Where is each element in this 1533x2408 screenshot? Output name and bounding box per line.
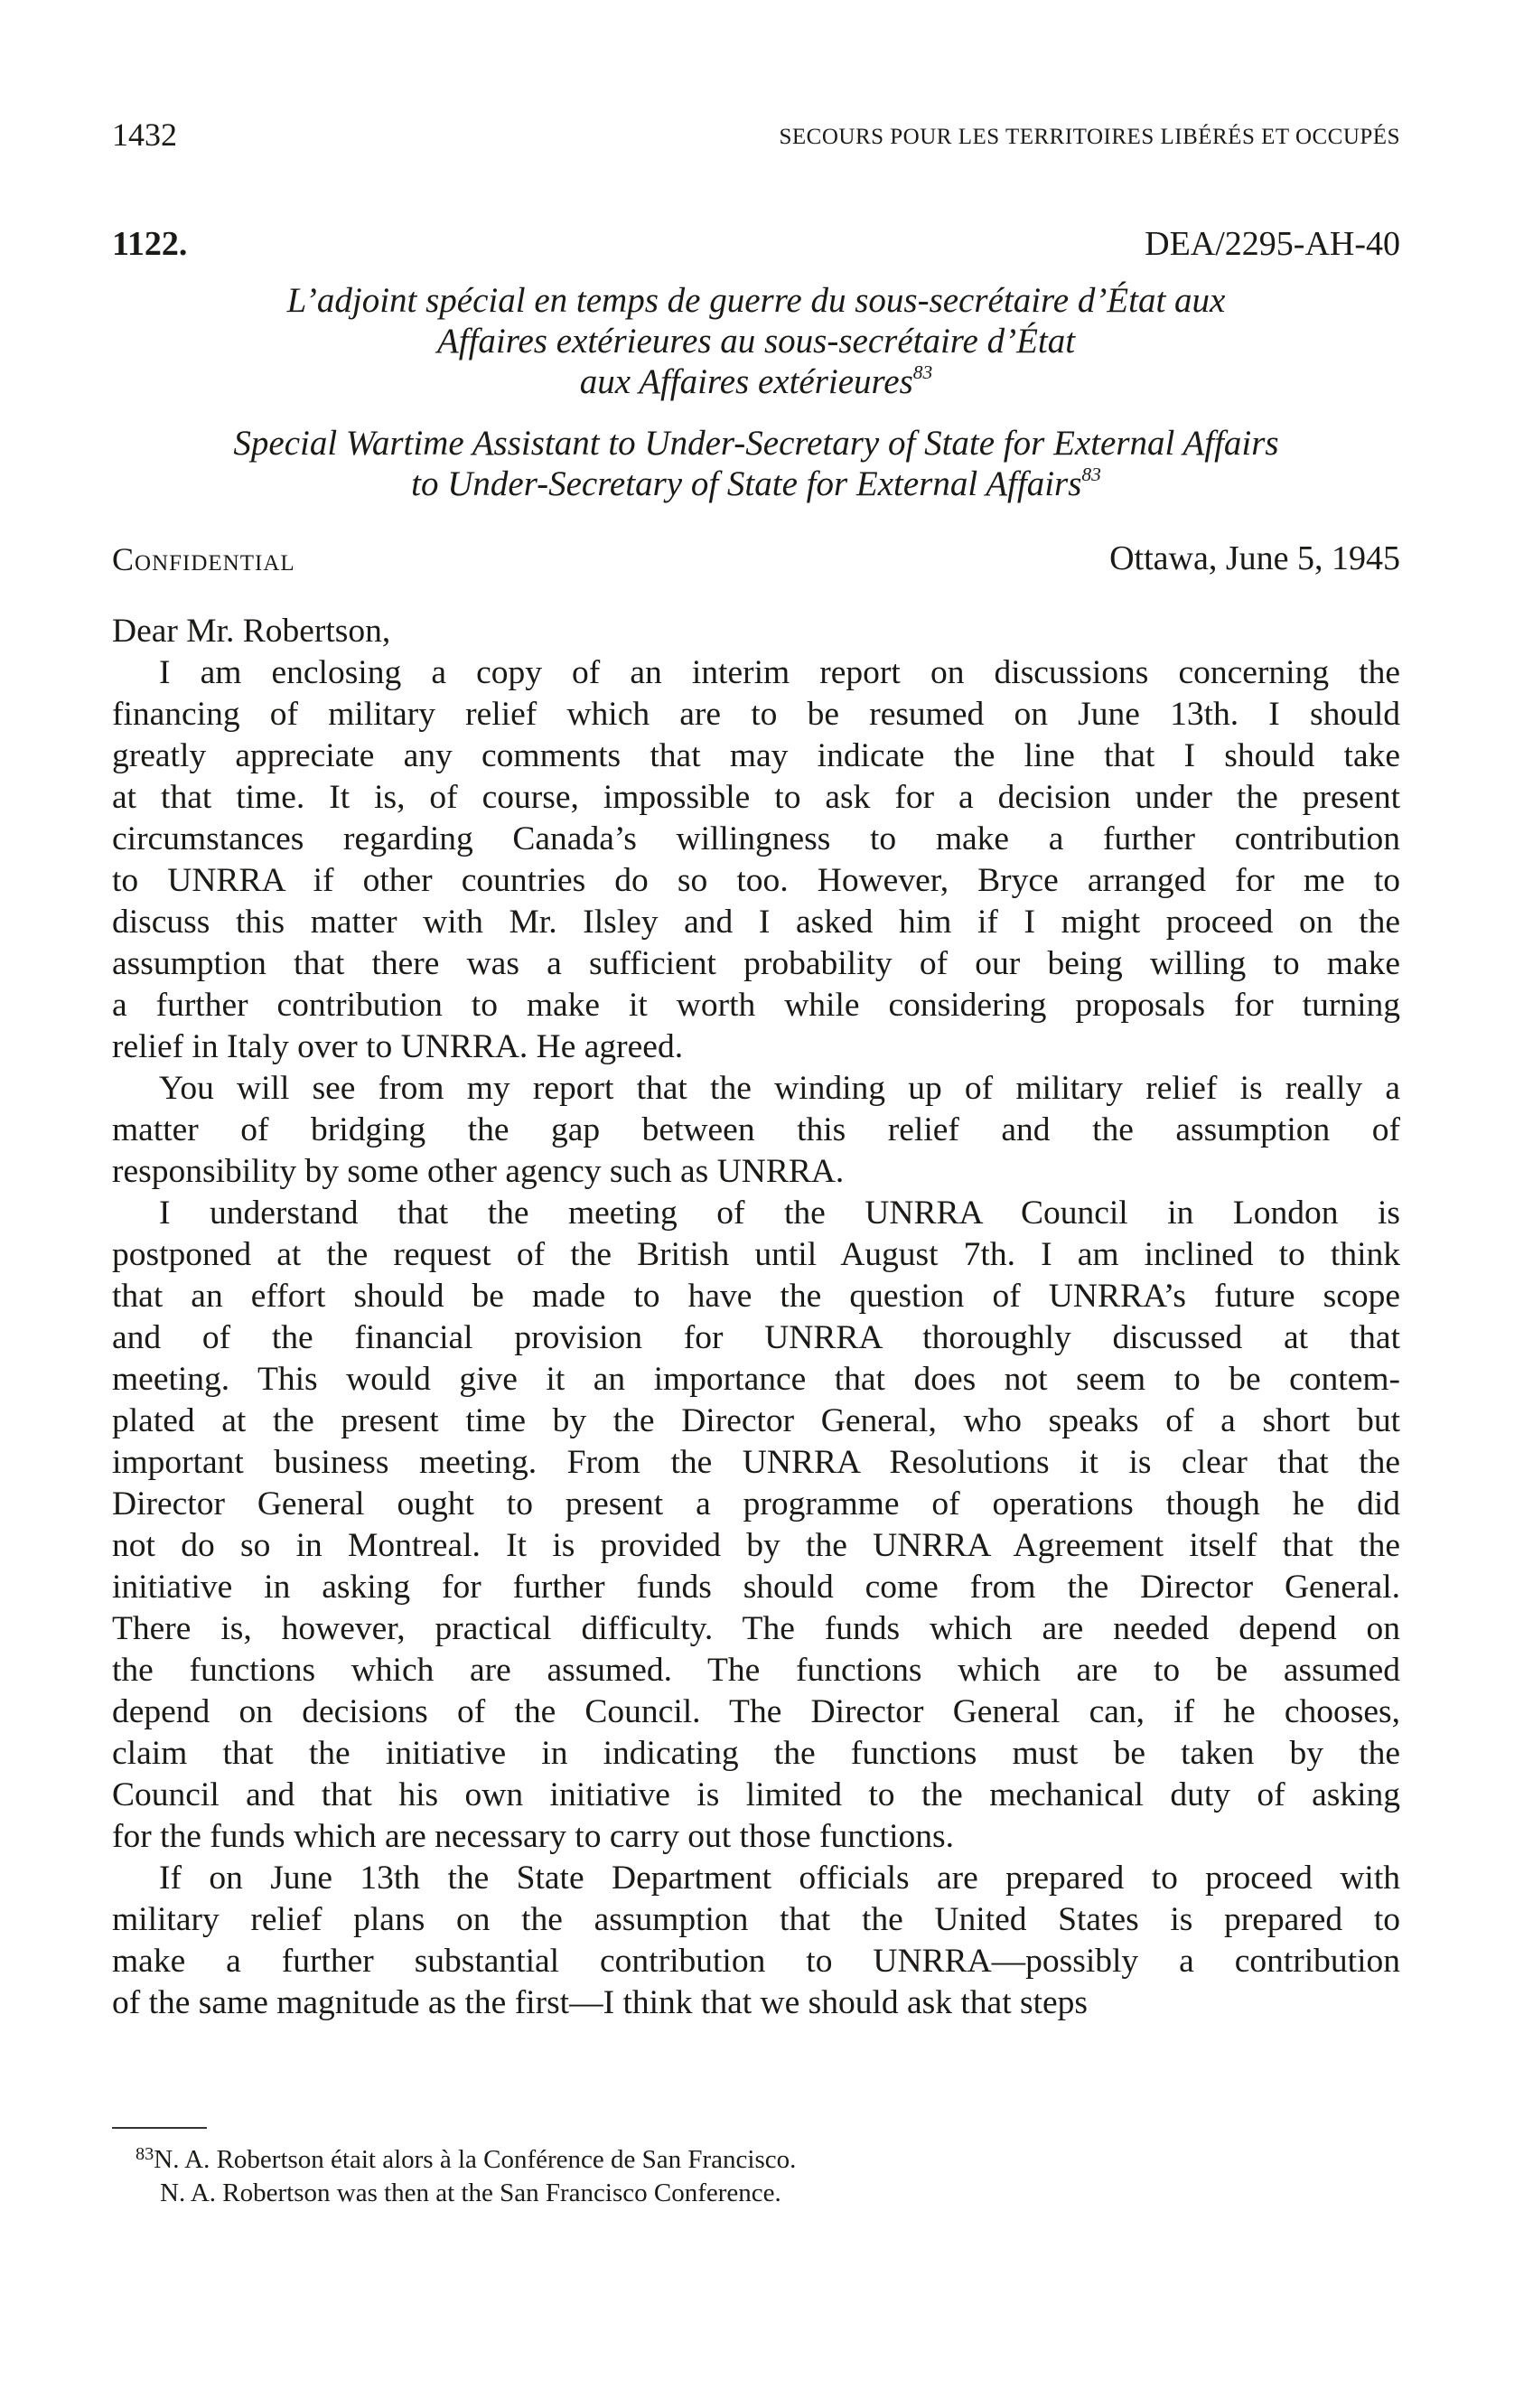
place-date: Ottawa, June 5, 1945 [1109, 539, 1400, 577]
paragraph [112, 652, 1400, 1068]
text-line: relief in Italy over to UNRRA. He agreed. [112, 1028, 684, 1065]
text-line: and of the financial provision for UNRRA thoroughly discussed at that [112, 1319, 1400, 1356]
text-line: circumstances regarding Canada’s willingness to make a further contribution [112, 820, 1400, 857]
paragraph [112, 1068, 1400, 1193]
text-line: financing of military relief which are to be resumed on June 13th. I should [112, 696, 1400, 733]
text-line: I understand that the meeting of the UNRRA Council in London is [159, 1195, 1400, 1232]
document-reference: DEA/2295-AH-40 [1145, 225, 1400, 263]
text-line: that an effort should be made to have the question of UNRRA’s future scope [112, 1278, 1400, 1315]
classification: Confidential [112, 541, 295, 577]
letter-body [112, 611, 1400, 2024]
paragraph [112, 1193, 1400, 1858]
footnote-en: N. A. Robertson was then at the San Francisco Conference. [160, 2178, 781, 2207]
text-line: the functions which are assumed. The functions which are to be assumed [112, 1652, 1400, 1689]
footnote-marker: 83 [136, 2143, 154, 2164]
text-line: for the funds which are necessary to carry out those functions. [112, 1818, 954, 1855]
footnote-ref: 83 [912, 361, 933, 383]
salutation: Dear Mr. Robertson, [112, 613, 391, 650]
text-line: make a further substantial contribution to UNRRA—possibly a contribution [112, 1943, 1400, 1980]
running-title: SECOURS POUR LES TERRITOIRES LIBÉRÉS ET OCCUPÉS [779, 125, 1400, 149]
footnotes [136, 2143, 796, 2210]
title-french [112, 280, 1400, 402]
text-line: responsibility by some other agency such as UNRRA. [112, 1153, 845, 1190]
text-line: of the same magnitude as the first—I think that we should ask that steps [112, 1984, 1088, 2021]
text-line: claim that the initiative in indicating the functions must be taken by the [112, 1735, 1400, 1772]
footnote-rule [112, 2127, 207, 2129]
text-line: meeting. This would give it an importance that does not seem to be contem- [112, 1361, 1400, 1398]
title-english [112, 423, 1400, 504]
text-line: Director General ought to present a programme of operations though he did [112, 1485, 1400, 1523]
text-line: discuss this matter with Mr. Ilsley and I asked him if I might proceed on the [112, 904, 1400, 941]
text-line: assumption that there was a sufficient probability of our being willing to make [112, 945, 1400, 982]
text-line: to UNRRA if other countries do so too. However, Bryce arranged for me to [112, 862, 1400, 899]
text-line: at that time. It is, of course, impossible to ask for a decision under the present [112, 779, 1400, 816]
text-line: greatly appreciate any comments that may indicate the line that I should take [112, 737, 1400, 774]
text-line: depend on decisions of the Council. The Director General can, if he chooses, [112, 1693, 1400, 1730]
text-line: You will see from my report that the winding up of military relief is really a [159, 1070, 1400, 1107]
paragraph [112, 1858, 1400, 2024]
text-line: important business meeting. From the UNRRA Resolutions it is clear that the [112, 1444, 1400, 1481]
title-fr-line: L’adjoint spécial en temps de guerre du sous-secrétaire d’État aux [286, 281, 1226, 320]
text-line: matter of bridging the gap between this relief and the assumption of [112, 1111, 1400, 1148]
text-line: Council and that his own initiative is limited to the mechanical duty of asking [112, 1776, 1400, 1813]
page-number: 1432 [112, 117, 177, 153]
text-line: military relief plans on the assumption that the United States is prepared to [112, 1901, 1400, 1938]
text-line: a further contribution to make it worth while considering proposals for turning [112, 987, 1400, 1024]
text-line: If on June 13th the State Department officials are prepared to proceed with [159, 1860, 1400, 1897]
title-en-line: to Under-Secretary of State for External Affairs [411, 464, 1082, 503]
text-line: postponed at the request of the British until August 7th. I am inclined to think [112, 1236, 1400, 1273]
title-fr-line: Affaires extérieures au sous-secrétaire d’État [436, 322, 1076, 361]
text-line: not do so in Montreal. It is provided by the UNRRA Agreement itself that the [112, 1527, 1400, 1564]
title-en-line: Special Wartime Assistant to Under-Secretary of State for External Affairs [233, 424, 1279, 463]
footnote-ref: 83 [1081, 463, 1101, 485]
text-line: plated at the present time by the Director General, who speaks of a short but [112, 1402, 1400, 1439]
text-line: I am enclosing a copy of an interim report on discussions concerning the [159, 654, 1400, 691]
title-fr-line: aux Affaires extérieures [579, 362, 913, 401]
text-line: initiative in asking for further funds should come from the Director General. [112, 1569, 1400, 1606]
text-line: There is, however, practical difficulty. The funds which are needed depend on [112, 1610, 1400, 1647]
document-number: 1122. [112, 225, 188, 263]
footnote-fr: N. A. Robertson était alors à la Conférence de San Francisco. [154, 2145, 797, 2174]
